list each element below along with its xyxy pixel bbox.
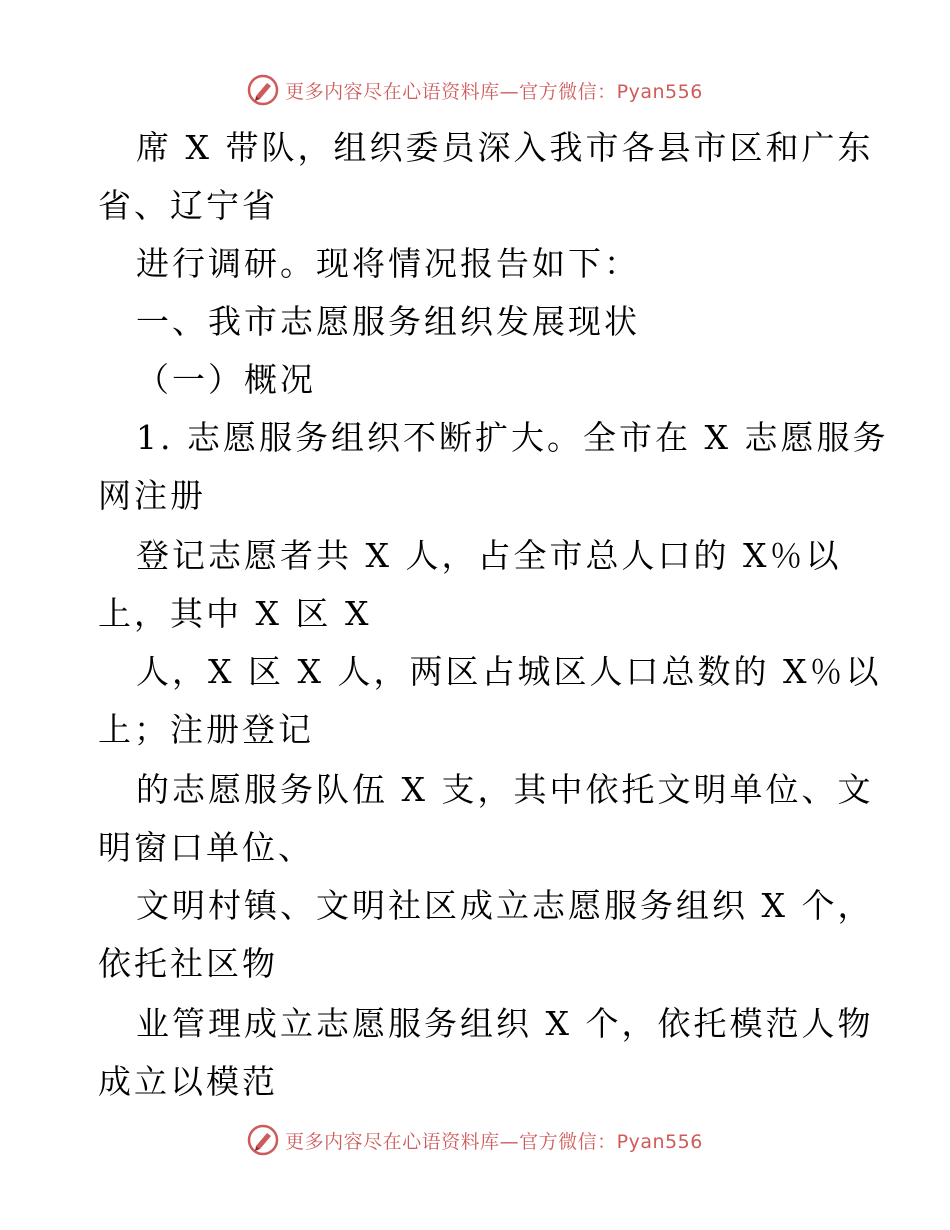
red-pen-logo-icon xyxy=(247,1124,279,1156)
watermark-text: 更多内容尽在心语资料库—官方微信：Pyan556 xyxy=(285,1130,703,1153)
body-line: 人，X 区 X 人，两区占城区人口总数的 X％以 xyxy=(136,652,882,691)
red-pen-logo-icon xyxy=(247,74,279,106)
body-line: 上，其中 X 区 X xyxy=(98,594,372,633)
body-line: 席 X 带队，组织委员深入我市各县市区和广东 xyxy=(136,128,874,167)
section-heading: 一、我市志愿服务组织发展现状 xyxy=(136,302,640,341)
footer-watermark xyxy=(0,1120,950,1160)
body-line: 登记志愿者共 X 人，占全市总人口的 X％以 xyxy=(136,536,842,575)
body-line: 文明村镇、文明社区成立志愿服务组织 X 个， xyxy=(136,886,874,925)
body-line: 上；注册登记 xyxy=(98,710,314,749)
body-line: 的志愿服务队伍 X 支，其中依托文明单位、文 xyxy=(136,770,874,809)
subsection-heading: （一）概况 xyxy=(136,360,316,399)
body-line: 省、辽宁省 xyxy=(98,186,278,225)
body-line: 进行调研。现将情况报告如下： xyxy=(136,244,640,283)
body-line: 依托社区物 xyxy=(98,944,278,983)
body-line: 1. 志愿服务组织不断扩大。全市在 X 志愿服务 xyxy=(136,418,889,457)
body-line: 成立以模范 xyxy=(98,1062,278,1101)
body-line: 网注册 xyxy=(98,476,206,515)
watermark-text: 更多内容尽在心语资料库—官方微信：Pyan556 xyxy=(285,80,703,103)
header-watermark xyxy=(0,70,950,110)
body-line: 明窗口单位、 xyxy=(98,828,314,867)
body-line: 业管理成立志愿服务组织 X 个，依托模范人物 xyxy=(136,1004,874,1043)
